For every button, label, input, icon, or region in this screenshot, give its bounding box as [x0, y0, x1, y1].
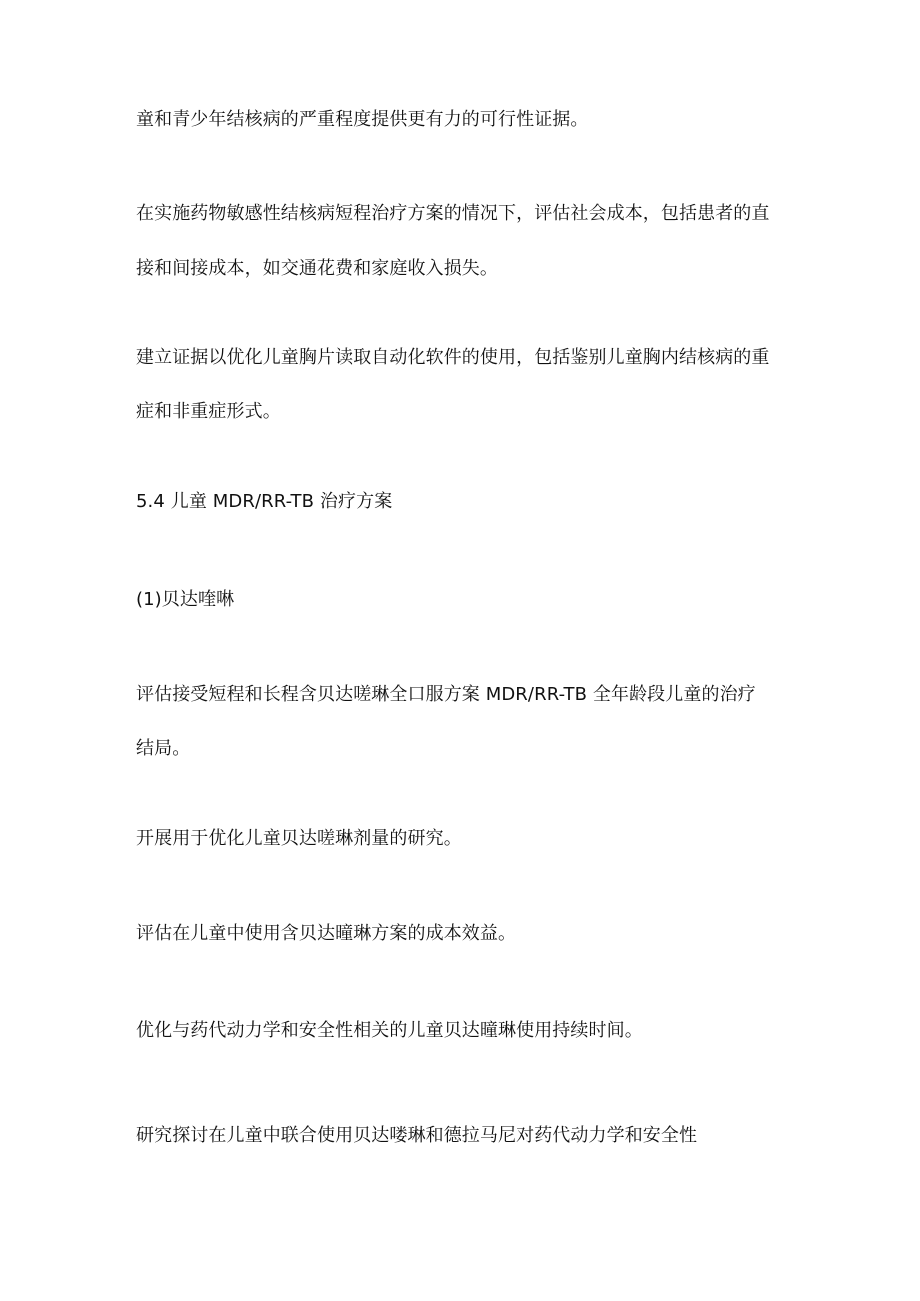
section-heading: 5.4 儿童 MDR/RR-TB 治疗方案: [136, 491, 393, 512]
paragraph-line: 优化与药代动力学和安全性相关的儿童贝达曈琳使用持续时间。: [136, 1020, 643, 1041]
paragraph-line: 症和非重症形式。: [136, 401, 281, 422]
subsection-heading: (1)贝达喹啉: [136, 589, 235, 610]
paragraph-line: 在实施药物敏感性结核病短程治疗方案的情况下，评估社会成本，包括患者的直: [136, 203, 770, 224]
paragraph-line: 开展用于优化儿童贝达嗟琳剂量的研究。: [136, 828, 462, 849]
paragraph-line: 评估在儿童中使用含贝达曈琳方案的成本效益。: [136, 923, 517, 944]
paragraph-line: 结局。: [136, 738, 191, 759]
paragraph-line: 建立证据以优化儿童胸片读取自动化软件的使用，包括鉴别儿童胸内结核病的重: [136, 347, 770, 368]
paragraph-line: 接和间接成本，如交通花费和家庭收入损失。: [136, 258, 498, 279]
paragraph-line: 研究探讨在儿童中联合使用贝达喽琳和德拉马尼对药代动力学和安全性: [136, 1125, 698, 1146]
paragraph-line: 评估接受短程和长程含贝达嗟琳全口服方案 MDR/RR-TB 全年龄段儿童的治疗: [136, 684, 756, 705]
paragraph-line: 童和青少年结核病的严重程度提供更有力的可行性证据。: [136, 109, 589, 130]
